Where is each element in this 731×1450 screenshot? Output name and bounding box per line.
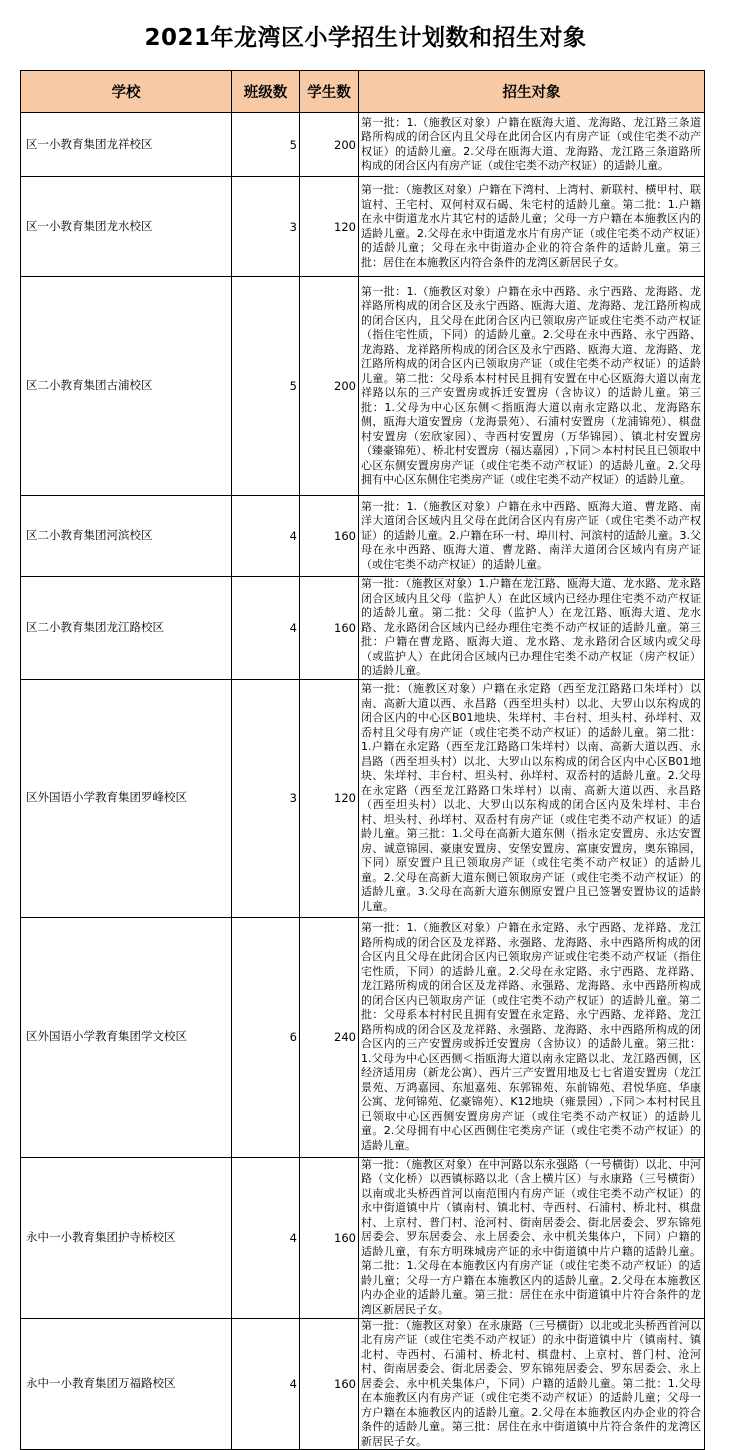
student-count: 160 bbox=[300, 577, 359, 680]
class-count: 5 bbox=[232, 113, 300, 177]
school-name: 区二小教育集团古浦校区 bbox=[21, 277, 232, 496]
school-name: 区外国语小学教育集团学文校区 bbox=[21, 917, 232, 1157]
table-row bbox=[21, 1157, 705, 1318]
class-count: 4 bbox=[232, 1318, 300, 1450]
header-classes: 班级数 bbox=[232, 71, 300, 113]
student-count: 200 bbox=[300, 277, 359, 496]
header-students: 学生数 bbox=[300, 71, 359, 113]
enrollment-target: 第一批：（施教区对象）户籍在永定路（西至龙江路路口朱垟村）以南、高新大道以西、永昌路（西至坦头村）以北、大罗山以东构成的闭合区内的中心区B01地块、朱垟村、丰台村、坦头村、孙垟村、双岙村且父母有房产证（或住宅类不动产权证）的适龄儿童。第二批：1.户籍在永定路（西至龙江路路口朱垟村）以南、高新大道以西、永昌路（西至坦头村）以北、大罗山以东构成的闭合区内中心区B01地块、朱垟村、丰台村、坦头村、孙垟村、双岙村的适龄儿童。2.父母在永定路（西至龙江路路口朱垟村）以南、高新大道以西、永昌路（西至坦头村）以北、大罗山以东构成的闭合区内及朱垟村、丰台村、坦头村、孙垟村、双岙村有房产证（或住宅类不动产权证）的适龄儿童。第三批：1.父母在高新大道东侧（指永定安置房、永达安置房、诚意锦园、豪康安置房、安堡安置房、富康安置房，奥东锦园，下同）原安置户且已领取房产证（或住宅类不动产权证）的适龄儿童。2.父母在高新大道东侧已领取房产证（或住宅类不动产权证）的适龄儿童。3.父母在高新大道东侧原安置户且已签署安置协议的适龄儿童。 bbox=[359, 679, 705, 917]
enrollment-target: 第一批：（施教区对象）户籍在下湾村、上湾村、新联村、横甲村、联谊村、王宅村、双何村双石碣、朱宅村的适龄儿童。第二批：1.户籍在永中街道龙水片其它村的适龄儿童；父母一方户籍在本施教区内的适龄儿童。2.父母在永中街道龙水片有房产证（或住宅类不动产权证）的适龄儿童；父母在永中街道办企业的符合条件的适龄儿童。第三批：居住在本施教区内符合条件的龙湾区新居民子女。 bbox=[359, 177, 705, 277]
school-name: 永中一小教育集团护寺桥校区 bbox=[21, 1157, 232, 1318]
school-name: 永中一小教育集团万福路校区 bbox=[21, 1318, 232, 1450]
school-name: 区一小教育集团龙祥校区 bbox=[21, 113, 232, 177]
enrollment-target: 第一批：（施教区对象）在中河路以东永强路（一号横街）以北、中河路（文化桥）以西镇标路以北（含上横片区）与永康路（三号横街）以南或北头桥西首河以南范围内有房产证（或住宅类不动产权证）的永中街道镇中片（镇南村、镇北村、寺西村、石浦村、桥北村、棋盘村、上京村、普门村、沧河村、街南居委会、街北居委会、罗东锦苑居委会、罗东居委会、永上居委会、永中机关集体户，下同）户籍的适龄儿童，有东方明珠城房产证的永中街道镇中片户籍的适龄儿童。第二批：1.父母在本施教区内有房产证（或住宅类不动产权证）的适龄儿童；父母一方户籍在本施教区内的适龄儿童。2.父母在本施教区内办企业的适龄儿童。第三批：居住在永中街道镇中片符合条件的龙湾区新居民子女。 bbox=[359, 1157, 705, 1318]
table-row bbox=[21, 577, 705, 680]
enrollment-target: 第一批：（施教区对象）在永康路（三号横街）以北或北头桥西首河以北有房产证（或住宅类不动产权证）的永中街道镇中片（镇南村、镇北村、寺西村、石浦村、桥北村、棋盘村、上京村、普门村、沧河村、街南居委会、街北居委会、罗东锦苑居委会、罗东居委会、永上居委会、永中机关集体户，下同）户籍的适龄儿童。第二批：1.父母在本施教区内有房产证（或住宅类不动产权证）的适龄儿童；父母一方户籍在本施教区内的适龄儿童。2.父母在本施教区内办企业的符合条件的适龄儿童。第三批：居住在永中街道镇中片符合条件的龙湾区新居民子女。 bbox=[359, 1318, 705, 1450]
student-count: 120 bbox=[300, 177, 359, 277]
header-target: 招生对象 bbox=[359, 71, 705, 113]
enrollment-target: 第一批：（施教区对象）1.户籍在龙江路、瓯海大道、龙水路、龙永路闭合区域内且父母（监护人）在此区域内已经办理住宅类不动产权证的适龄儿童。第二批：父母（监护人）在龙江路、瓯海大道、龙水路、龙永路闭合区域内已经办理住宅类不动产权证的适龄儿童。第三批：户籍在曹龙路、瓯海大道、龙水路、龙永路闭合区域内或父母（或监护人）在此闭合区域内已办理住宅类不动产权证（房产权证）的适龄儿童。 bbox=[359, 577, 705, 680]
school-name: 区二小教育集团龙江路校区 bbox=[21, 577, 232, 680]
enrollment-table bbox=[20, 70, 705, 1450]
page-title: 2021年龙湾区小学招生计划数和招生对象 bbox=[144, 24, 587, 51]
class-count: 5 bbox=[232, 277, 300, 496]
enrollment-target: 第一批：1.（施教区对象）户籍在永中西路、瓯海大道、曹龙路、南洋大道闭合区域内且父母在此闭合区内有房产证（或住宅类不动产权证）的适龄儿童。2.户籍在环一村、埠川村、河滨村的适龄儿童。3.父母在永中西路、瓯海大道、曹龙路、南洋大道闭合区域内有房产证（或住宅类不动产权证）的适龄儿童。 bbox=[359, 496, 705, 577]
table-row bbox=[21, 113, 705, 177]
class-count: 6 bbox=[232, 917, 300, 1157]
table-row bbox=[21, 1318, 705, 1450]
student-count: 200 bbox=[300, 113, 359, 177]
student-count: 160 bbox=[300, 496, 359, 577]
enrollment-target: 第一批：1.（施教区对象）户籍在永定路、永宁西路、龙祥路、龙江路所构成的闭合区及龙祥路、永强路、龙海路、永中西路所构成的闭合区内且父母在此闭合区内已领取房产证或住宅类不动产权证（指住宅性质，下同）的适龄儿童。2.父母在永定路、永宁西路、龙祥路、龙江路所构成的闭合区及龙祥路、永强路、龙海路、永中西路所构成的闭合区内已领取房产证（或住宅类不动产权证）的适龄儿童。第二批：父母系本村村民且拥有安置在永定路、永宁西路、龙祥路、龙江路所构成的闭合区及龙祥路、永强路、龙海路、永中西路所构成的闭合区内的三产安置房或拆迁安置房（含协议）的适龄儿童。第三批：1.父母为中心区西侧＜指瓯海大道以南永定路以北、龙江路西侧，区经济适用房（新龙公寓）、西片三产安置用地及七七省道安置房（龙江景苑、万鸿嘉园、东旭嘉苑、东郭锦苑、东前锦苑、君悦华庭、华康公寓、龙何锦苑、亿豪锦苑）、K12地块（雍景园）,下同＞本村村民且已领取中心区西侧安置房房产证（或住宅类不动产权证）的适龄儿童。2.父母拥有中心区西侧住宅类房产证（或住宅类不动产权证）的适龄儿童。 bbox=[359, 917, 705, 1157]
table-row bbox=[21, 917, 705, 1157]
enrollment-target: 第一批：1.（施教区对象）户籍在瓯海大道、龙海路、龙江路三条道路所构成的闭合区内且父母在此闭合区内有房产证（或住宅类不动产权证）的适龄儿童。2.父母在瓯海大道、龙海路、龙江路三条道路所构成的闭合区内有房产证（或住宅类不动产权证）的适龄儿童。 bbox=[359, 113, 705, 177]
table-header-row bbox=[21, 71, 705, 113]
class-count: 4 bbox=[232, 1157, 300, 1318]
table-row bbox=[21, 277, 705, 496]
student-count: 240 bbox=[300, 917, 359, 1157]
student-count: 160 bbox=[300, 1157, 359, 1318]
class-count: 4 bbox=[232, 496, 300, 577]
school-name: 区外国语小学教育集团罗峰校区 bbox=[21, 679, 232, 917]
class-count: 3 bbox=[232, 177, 300, 277]
school-name: 区一小教育集团龙水校区 bbox=[21, 177, 232, 277]
class-count: 3 bbox=[232, 679, 300, 917]
table-row bbox=[21, 679, 705, 917]
student-count: 160 bbox=[300, 1318, 359, 1450]
table-row bbox=[21, 496, 705, 577]
student-count: 120 bbox=[300, 679, 359, 917]
header-school: 学校 bbox=[21, 71, 232, 113]
table-row bbox=[21, 177, 705, 277]
class-count: 4 bbox=[232, 577, 300, 680]
enrollment-target: 第一批：1.（施教区对象）户籍在永中西路、永宁西路、龙海路、龙祥路所构成的闭合区及永宁西路、瓯海大道、龙海路、龙江路所构成的闭合区内，且父母在此闭合区内已领取房产证或住宅类不动产权证（指住宅性质，下同）的适龄儿童。2.父母在永中西路、永宁西路、龙海路、龙祥路所构成的闭合区及永宁西路、瓯海大道、龙海路、龙江路所构成的闭合区内已领取房产证（或住宅类不动产权证）的适龄儿童。第二批：父母系本村村民且拥有安置在中心区瓯海大道以南龙祥路以东的三产安置房或拆迁安置房（含协议）的适龄儿童。第三批：1.父母为中心区东侧＜指瓯海大道以南永定路以北、龙海路东侧，瓯海大道安置房（龙海景苑）、石浦村安置房（龙浦锦苑）、棋盘村安置房（宏欣家园）、寺西村安置房（万华锦园）、镇北村安置房（臻豪锦苑）、桥北村安置房（福达嘉园）,下同＞本村村民且已领取中心区东侧安置房房产证（或住宅类不动产权证）的适龄儿童。2.父母拥有中心区东侧住宅类房产证（或住宅类不动产权证）的适龄儿童。 bbox=[359, 277, 705, 496]
school-name: 区二小教育集团河滨校区 bbox=[21, 496, 232, 577]
